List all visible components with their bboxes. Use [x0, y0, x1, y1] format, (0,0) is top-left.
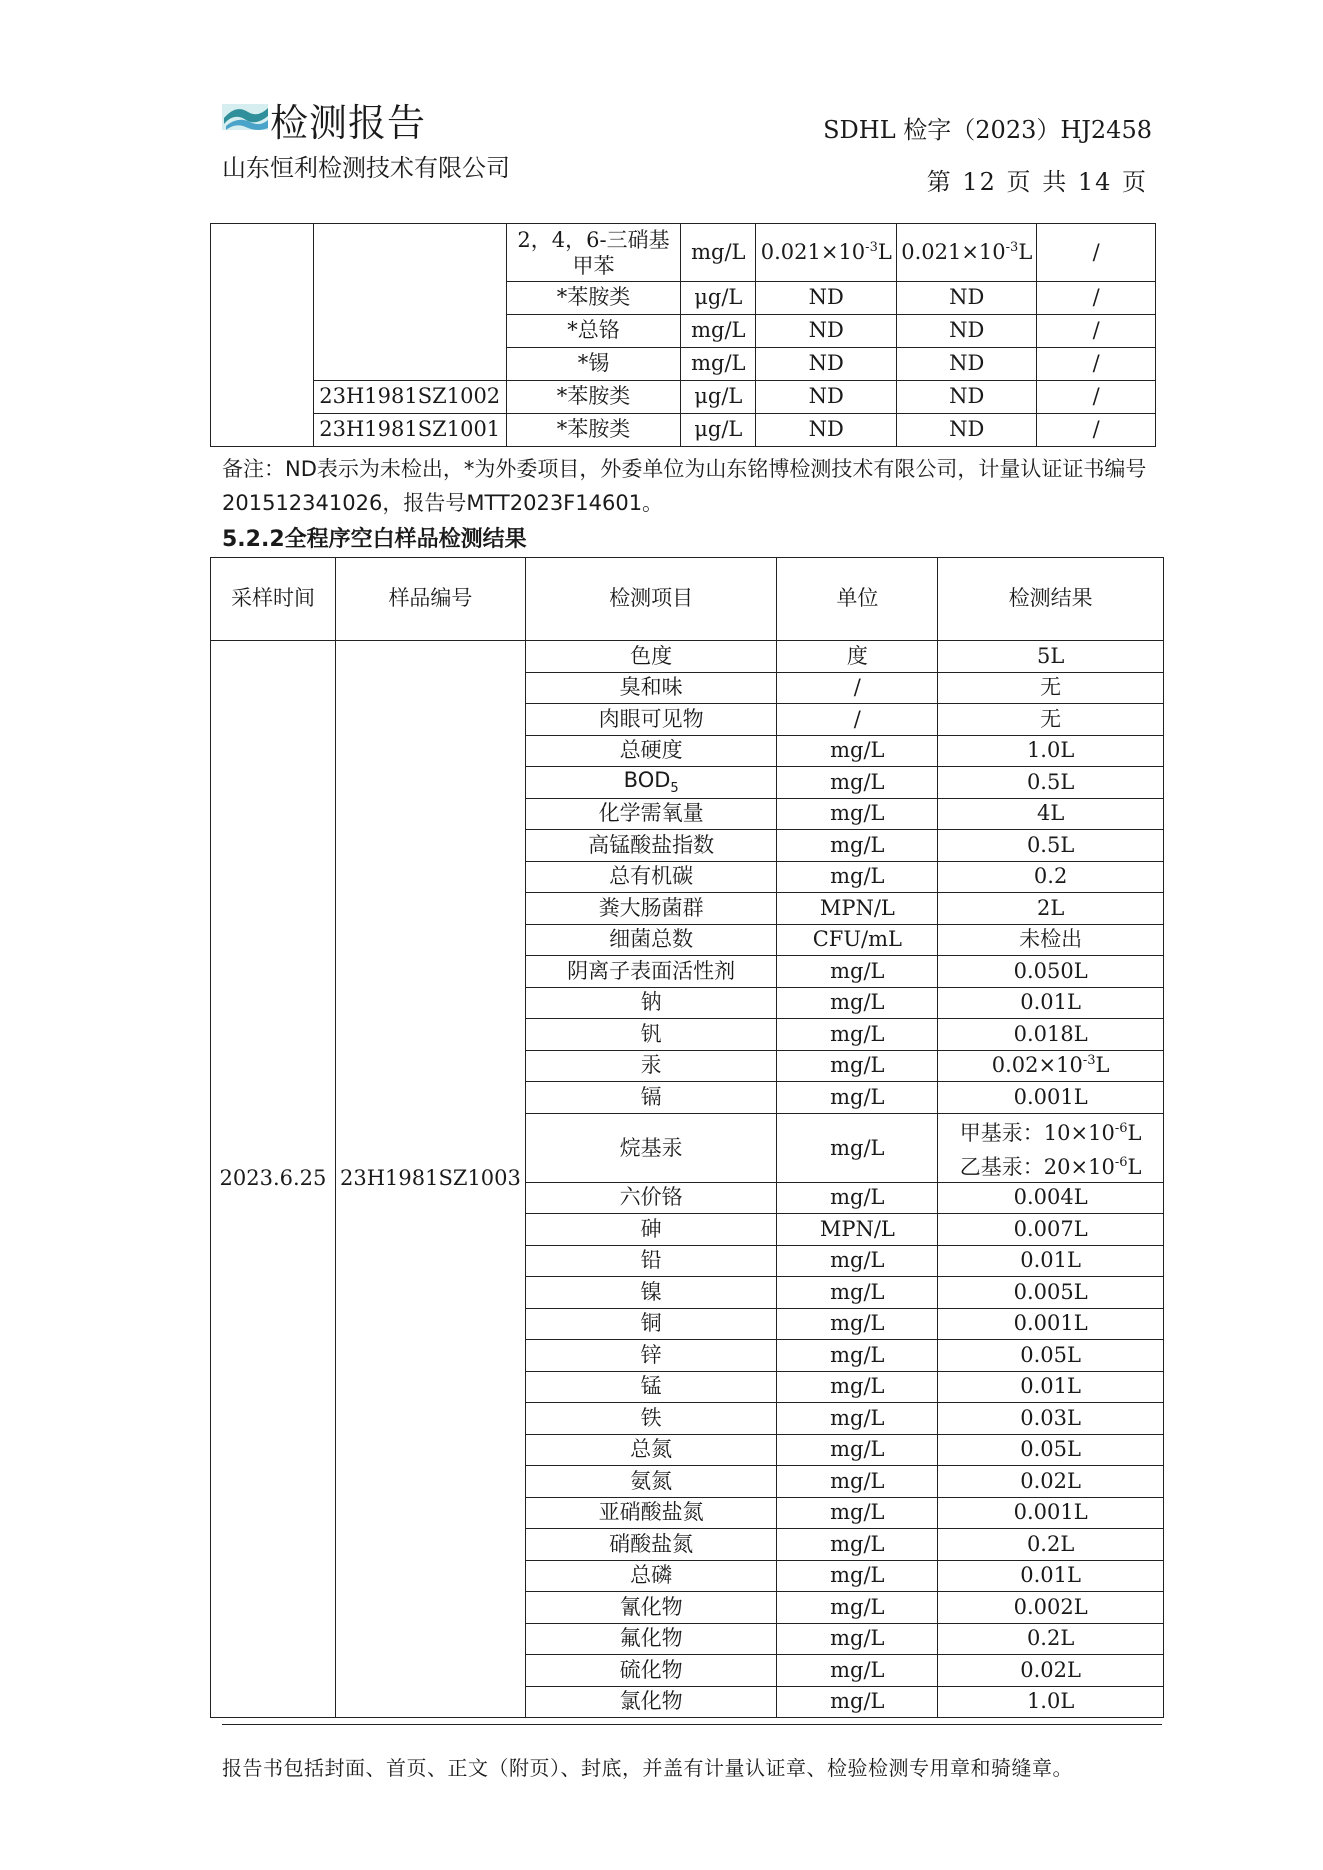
result-cell: 无 [938, 672, 1164, 704]
unit-cell: mg/L [777, 1308, 938, 1340]
result-cell: 0.004L [938, 1182, 1164, 1214]
test-item-cell: 六价铬 [525, 1182, 776, 1214]
test-item-cell: 肉眼可见物 [525, 704, 776, 736]
header-test-item: 检测项目 [525, 558, 776, 641]
value-cell: / [1037, 224, 1156, 282]
unit-cell: mg/L [681, 315, 756, 348]
sample-id-cell: 23H1981SZ1002 [313, 381, 506, 414]
value-cell: ND [897, 282, 1037, 315]
test-item-cell: *苯胺类 [506, 282, 681, 315]
unit-cell: / [777, 672, 938, 704]
header-unit: 单位 [777, 558, 938, 641]
unit-cell: mg/L [777, 1050, 938, 1082]
test-item-cell: 细菌总数 [525, 924, 776, 956]
result-cell: 1.0L [938, 1686, 1164, 1718]
table-row [211, 641, 1164, 673]
unit-cell: mg/L [777, 767, 938, 799]
result-cell: 0.5L [938, 767, 1164, 799]
value-cell: $0.021\times 10^{-3}L$ [897, 224, 1037, 282]
test-item-cell: 铜 [525, 1308, 776, 1340]
test-item-cell: 臭和味 [525, 672, 776, 704]
report-number: SDHL 检字（2023）HJ2458 [823, 116, 1152, 144]
value-cell: ND [897, 348, 1037, 381]
unit-cell: mg/L [777, 798, 938, 830]
value-cell: ND [756, 348, 897, 381]
result-cell: 0.002L [938, 1592, 1164, 1624]
test-item-cell: *总铬 [506, 315, 681, 348]
result-cell: 0.2L [938, 1623, 1164, 1655]
test-item-cell: 锌 [525, 1340, 776, 1372]
value-cell: / [1037, 315, 1156, 348]
unit-cell: mg/L [777, 1529, 938, 1561]
test-item-cell: 镉 [525, 1082, 776, 1114]
unit-cell: μg/L [681, 282, 756, 315]
unit-cell: mg/L [681, 348, 756, 381]
value-cell: ND [897, 414, 1037, 447]
unit-cell: mg/L [777, 1560, 938, 1592]
table-row [211, 414, 1156, 447]
result-cell: 0.02L [938, 1655, 1164, 1687]
unit-cell: mg/L [777, 1592, 938, 1624]
test-item-cell: 锰 [525, 1371, 776, 1403]
header-sampling-time: 采样时间 [211, 558, 336, 641]
result-cell: 0.018L [938, 1019, 1164, 1051]
unit-cell: MPN/L [777, 893, 938, 925]
value-cell: ND [756, 414, 897, 447]
test-item-cell: 钒 [525, 1019, 776, 1051]
result-cell: 0.01L [938, 1245, 1164, 1277]
result-cell: 0.2 [938, 861, 1164, 893]
result-cell: 0.01L [938, 1560, 1164, 1592]
test-item-cell: *苯胺类 [506, 414, 681, 447]
result-cell: 0.007L [938, 1214, 1164, 1246]
result-cell: 0.05L [938, 1434, 1164, 1466]
unit-cell: mg/L [777, 1277, 938, 1309]
unit-cell: mg/L [777, 830, 938, 862]
test-item-cell: 高锰酸盐指数 [525, 830, 776, 862]
test-item-cell: *苯胺类 [506, 381, 681, 414]
test-item-cell: 2，4，6-三硝基甲苯 [506, 224, 681, 282]
table-row [211, 381, 1156, 414]
unit-cell: mg/L [777, 1655, 938, 1687]
test-item-cell: 色度 [525, 641, 776, 673]
value-cell: ND [756, 315, 897, 348]
page-header [222, 92, 1152, 196]
empty-cell [211, 224, 314, 447]
result-cell: 0.2L [938, 1529, 1164, 1561]
result-cell: 0.01L [938, 987, 1164, 1019]
test-item-cell: 氯化物 [525, 1686, 776, 1718]
test-item-cell: 铁 [525, 1403, 776, 1435]
footer-divider [222, 1724, 1162, 1725]
result-cell: 0.001L [938, 1308, 1164, 1340]
header-result: 检测结果 [938, 558, 1164, 641]
test-item-cell: 氰化物 [525, 1592, 776, 1624]
company-logo-icon [222, 100, 270, 134]
unit-cell: mg/L [777, 1434, 938, 1466]
result-cell: 无 [938, 704, 1164, 736]
unit-cell: mg/L [777, 735, 938, 767]
test-item-cell: 粪大肠菌群 [525, 893, 776, 925]
table-header-row [211, 558, 1164, 641]
test-item-cell: *锡 [506, 348, 681, 381]
unit-cell: / [777, 704, 938, 736]
unit-cell: mg/L [777, 1340, 938, 1372]
result-cell: 4L [938, 798, 1164, 830]
result-cell: 0.03L [938, 1403, 1164, 1435]
unit-cell: mg/L [777, 861, 938, 893]
header-sample-id: 样品编号 [335, 558, 525, 641]
unit-cell: μg/L [681, 414, 756, 447]
result-cell: 未检出 [938, 924, 1164, 956]
sample-id-cell: 23H1981SZ1003 [335, 641, 525, 1718]
test-item-cell: 亚硝酸盐氮 [525, 1497, 776, 1529]
test-item-cell: 总氮 [525, 1434, 776, 1466]
blank-sample-results-table [210, 557, 1164, 1718]
value-cell: ND [897, 315, 1037, 348]
unit-cell: mg/L [777, 1623, 938, 1655]
result-cell: 0.02L [938, 1466, 1164, 1498]
value-cell: / [1037, 348, 1156, 381]
test-item-cell: 总硬度 [525, 735, 776, 767]
unit-cell: MPN/L [777, 1214, 938, 1246]
test-item-cell: 总有机碳 [525, 861, 776, 893]
result-cell: 5L [938, 641, 1164, 673]
test-item-cell: 总磷 [525, 1560, 776, 1592]
sampling-time-cell: 2023.6.25 [211, 641, 336, 1718]
result-cell [938, 1113, 1164, 1182]
result-cell: 0.005L [938, 1277, 1164, 1309]
page-info: 第 12 页 共 14 页 [926, 168, 1148, 196]
unit-cell: mg/L [777, 1082, 938, 1114]
unit-cell: 度 [777, 641, 938, 673]
test-item-cell: 砷 [525, 1214, 776, 1246]
result-cell: 0.001L [938, 1082, 1164, 1114]
unit-cell: mg/L [777, 956, 938, 988]
unit-cell: mg/L [777, 1113, 938, 1182]
test-item-cell: $BOD_5$ [525, 767, 776, 799]
test-item-cell: 汞 [525, 1050, 776, 1082]
unit-cell: μg/L [681, 381, 756, 414]
test-item-cell: 阴离子表面活性剂 [525, 956, 776, 988]
test-item-cell: 钠 [525, 987, 776, 1019]
result-cell: 0.05L [938, 1340, 1164, 1372]
unit-cell: mg/L [777, 1466, 938, 1498]
test-item-cell: 镍 [525, 1277, 776, 1309]
unit-cell: mg/L [777, 1019, 938, 1051]
company-name: 山东恒利检测技术有限公司 [222, 154, 510, 182]
test-item-cell: 硫化物 [525, 1655, 776, 1687]
results-table-continued [210, 223, 1156, 447]
value-cell: / [1037, 381, 1156, 414]
section-title: 5.2.2全程序空白样品检测结果 [222, 527, 527, 552]
test-item-cell: 化学需氧量 [525, 798, 776, 830]
test-item-cell: 铅 [525, 1245, 776, 1277]
unit-cell: mg/L [777, 1245, 938, 1277]
result-cell: 0.5L [938, 830, 1164, 862]
unit-cell: mg/L [777, 1686, 938, 1718]
value-cell: / [1037, 282, 1156, 315]
unit-cell: mg/L [777, 1182, 938, 1214]
result-cell: 0.050L [938, 956, 1164, 988]
unit-cell: mg/L [777, 1497, 938, 1529]
test-item-cell: 硝酸盐氮 [525, 1529, 776, 1561]
result-cell: 1.0L [938, 735, 1164, 767]
report-title: 检测报告 [270, 101, 427, 145]
value-cell: ND [897, 381, 1037, 414]
result-cell: 0.001L [938, 1497, 1164, 1529]
sample-id-cell: 23H1981SZ1001 [313, 414, 506, 447]
test-item-cell: 氟化物 [525, 1623, 776, 1655]
value-cell: ND [756, 282, 897, 315]
result-line: 乙基汞：$20\times 10^{-6}L$ [959, 1154, 1142, 1179]
test-item-cell: 烷基汞 [525, 1113, 776, 1182]
unit-cell: mg/L [777, 1403, 938, 1435]
footer-text: 报告书包括封面、首页、正文（附页）、封底，并盖有计量认证章、检验检测专用章和骑缝章。 [222, 1756, 1073, 1780]
unit-cell: CFU/mL [777, 924, 938, 956]
result-cell: 2L [938, 893, 1164, 925]
unit-cell: mg/L [777, 1371, 938, 1403]
sample-id-cell [313, 224, 506, 381]
result-cell: 0.01L [938, 1371, 1164, 1403]
unit-cell: mg/L [777, 987, 938, 1019]
unit-cell: mg/L [681, 224, 756, 282]
value-cell: $0.021\times 10^{-3}L$ [756, 224, 897, 282]
test-item-cell: 氨氮 [525, 1466, 776, 1498]
table-row [211, 224, 1156, 282]
value-cell: / [1037, 414, 1156, 447]
remark-note: 备注：ND表示为未检出，*为外委项目，外委单位为山东铭博检测技术有限公司，计量认证证书编号201512341026，报告号MTT2023F14601。 [222, 457, 1147, 515]
result-cell: $0.02\times 10^{-3}L$ [938, 1050, 1164, 1082]
value-cell: ND [756, 381, 897, 414]
result-line: 甲基汞：$10\times 10^{-6}L$ [959, 1120, 1142, 1145]
